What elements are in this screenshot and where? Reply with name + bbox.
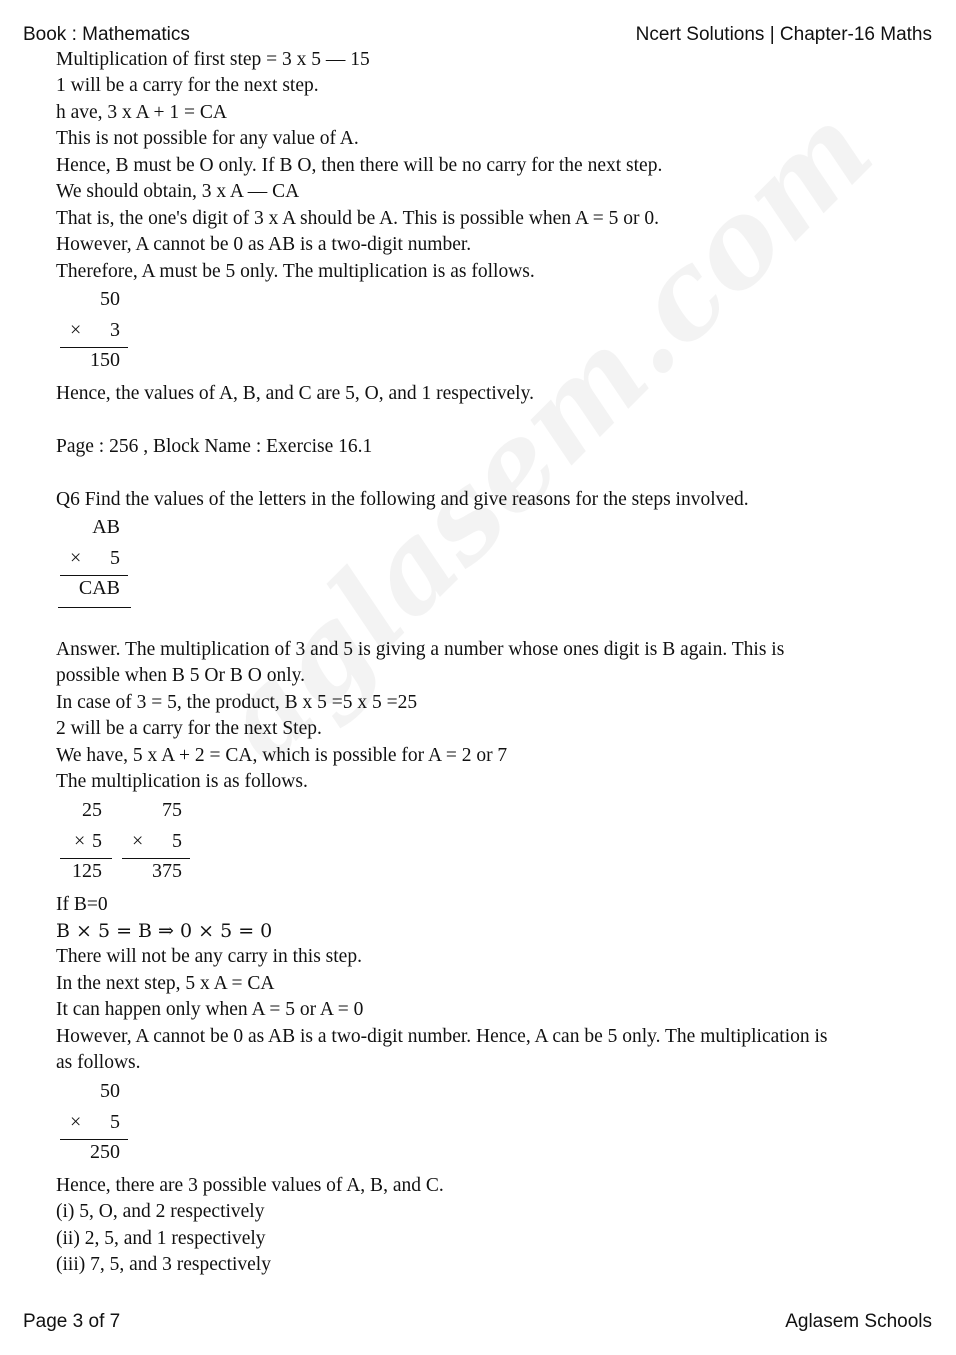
text-line: Hence, there are 3 possible values of A, B, and C. <box>56 1175 444 1196</box>
text-line: There will not be any carry in this step. <box>56 946 362 967</box>
header-chapter-title: Ncert Solutions | Chapter-16 Maths <box>635 24 932 45</box>
calc-rule-bottom <box>58 607 131 608</box>
text-line: possible when B 5 Or B O only. <box>56 665 305 686</box>
times-sign: × <box>70 547 82 569</box>
list-item: (iii) 7, 5, and 3 respectively <box>56 1254 271 1275</box>
text-line: as follows. <box>56 1052 141 1073</box>
multiplication-calc-75 <box>120 797 192 889</box>
calc-multiplier: 5 <box>110 547 120 569</box>
text-line: Multiplication of first step = 3 x 5 — 15 <box>56 49 370 70</box>
text-line: Answer. The multiplication of 3 and 5 is giving a number whose ones digit is B again. This is <box>56 639 785 660</box>
text-line: However, A cannot be 0 as AB is a two-digit number. Hence, A can be 5 only. The multiplication is <box>56 1026 828 1047</box>
calc-top: AB <box>92 516 120 538</box>
calc-multiplier: 3 <box>110 319 120 341</box>
text-line: In case of 3 = 5, the product, B x 5 =5 x 5 =25 <box>56 692 418 713</box>
text-line: h ave, 3 x A + 1 = CA <box>56 102 227 123</box>
times-sign: × <box>74 830 86 852</box>
question-text: Q6 Find the values of the letters in the following and give reasons for the steps involved. <box>56 489 749 510</box>
text-line: In the next step, 5 x A = CA <box>56 973 275 994</box>
math-equation: B × 5 = B ⇒ 0 × 5 = 0 <box>56 920 273 942</box>
list-item: (ii) 2, 5, and 1 respectively <box>56 1228 266 1249</box>
text-line: That is, the one's digit of 3 x A should be A. This is possible when A = 5 or 0. <box>56 208 659 229</box>
list-item: (i) 5, O, and 2 respectively <box>56 1201 265 1222</box>
text-line: The multiplication is as follows. <box>56 771 308 792</box>
times-sign: × <box>70 1111 82 1133</box>
multiplication-calc-final <box>56 1078 136 1170</box>
text-line: This is not possible for any value of A. <box>56 128 359 149</box>
text-line: However, A cannot be 0 as AB is a two-digit number. <box>56 234 472 255</box>
calc-multiplier: 5 <box>172 830 182 852</box>
calc-result: 150 <box>90 349 120 371</box>
text-line: Therefore, A must be 5 only. The multiplication is as follows. <box>56 261 535 282</box>
calc-top: 50 <box>100 288 120 310</box>
block-reference: Page : 256 , Block Name : Exercise 16.1 <box>56 436 373 457</box>
calc-result: 250 <box>90 1141 120 1163</box>
text-line: We should obtain, 3 x A — CA <box>56 181 300 202</box>
calc-result: CAB <box>78 577 120 599</box>
text-line: Hence, B must be O only. If B O, then there will be no carry for the next step. <box>56 155 663 176</box>
text-line: 2 will be a carry for the next Step. <box>56 718 322 739</box>
calc-result: 125 <box>72 860 102 882</box>
multiplication-calc-ab <box>56 514 146 612</box>
times-sign: × <box>132 830 144 852</box>
calc-top: 50 <box>100 1080 120 1102</box>
calc-top: 25 <box>82 799 102 821</box>
text-line: If B=0 <box>56 894 108 915</box>
text-line: It can happen only when A = 5 or A = 0 <box>56 999 364 1020</box>
times-sign: × <box>70 319 82 341</box>
text-line: Hence, the values of A, B, and C are 5, O, and 1 respectively. <box>56 383 534 404</box>
text-line: We have, 5 x A + 2 = CA, which is possible for A = 2 or 7 <box>56 745 508 766</box>
calc-result: 375 <box>152 860 182 882</box>
calc-top: 75 <box>162 799 182 821</box>
header-book-title: Book : Mathematics <box>23 24 190 45</box>
footer-brand: Aglasem Schools <box>785 1311 932 1332</box>
multiplication-calc-25 <box>56 797 116 889</box>
footer-page-number: Page 3 of 7 <box>23 1311 121 1332</box>
calc-multiplier: 5 <box>110 1111 120 1133</box>
text-line: 1 will be a carry for the next step. <box>56 75 319 96</box>
calc-multiplier: 5 <box>92 830 102 852</box>
multiplication-calc-1 <box>56 286 136 378</box>
